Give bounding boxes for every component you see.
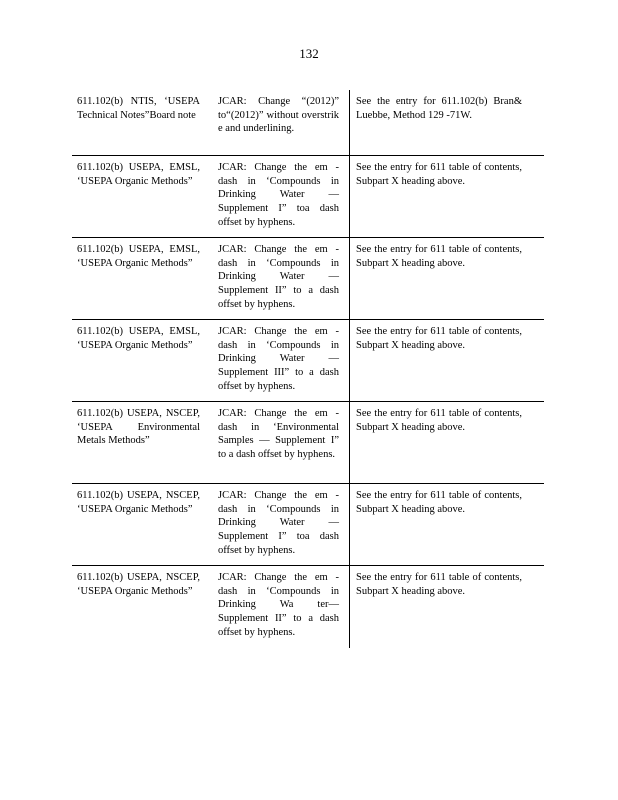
note-cell: See the entry for 611 table of contents, Subpart X heading above. bbox=[356, 244, 522, 269]
note-cell: See the entry for 611 table of contents, Subpart X heading above. bbox=[356, 162, 522, 187]
amendments-table bbox=[72, 90, 544, 648]
section-cell: 611.102(b) NTIS, ‘USEPA Technical Notes”Board note bbox=[77, 96, 200, 121]
section-cell: 611.102(b) USEPA, NSCEP, ‘USEPA Environmental Metals Methods” bbox=[77, 408, 200, 447]
section-cell: 611.102(b) USEPA, EMSL, ‘USEPA Organic Methods” bbox=[77, 326, 200, 351]
action-cell: JCAR: Change the em - dash in ‘Environmental Samples — Supplement I” to a dash offset by hyphens. bbox=[206, 402, 350, 483]
note-cell: See the entry for 611.102(b) Bran& Luebbe, Method 129 -71W. bbox=[356, 96, 522, 121]
action-cell: JCAR: Change “(2012)” to“(2012)” without overstrik e and underlining. bbox=[206, 90, 350, 155]
action-cell: JCAR: Change the em - dash in ‘Compounds in Drinking Wa ter— Supplement II” to a dash offset by hyphens. bbox=[206, 566, 350, 648]
page-number: 132 bbox=[299, 46, 319, 61]
action-cell: JCAR: Change the em - dash in ‘Compounds in Drinking Water — Supplement III” to a dash offset by hyphens. bbox=[206, 320, 350, 401]
table-row bbox=[72, 238, 544, 320]
note-cell: See the entry for 611 table of contents, Subpart X heading above. bbox=[356, 490, 522, 515]
table-row bbox=[72, 90, 544, 156]
table-row bbox=[72, 402, 544, 484]
table-row bbox=[72, 320, 544, 402]
section-cell: 611.102(b) USEPA, EMSL, ‘USEPA Organic Methods” bbox=[77, 162, 200, 187]
table-row bbox=[72, 484, 544, 566]
note-cell: See the entry for 611 table of contents, Subpart X heading above. bbox=[356, 408, 522, 433]
table-row bbox=[72, 156, 544, 238]
action-cell: JCAR: Change the em - dash in ‘Compounds in Drinking Water — Supplement II” to a dash offset by hyphens. bbox=[206, 238, 350, 319]
table-row bbox=[72, 566, 544, 648]
section-cell: 611.102(b) USEPA, EMSL, ‘USEPA Organic Methods” bbox=[77, 244, 200, 269]
action-cell: JCAR: Change the em - dash in ‘Compounds in Drinking Water — Supplement I” toa dash offset by hyphens. bbox=[206, 484, 350, 565]
note-cell: See the entry for 611 table of contents, Subpart X heading above. bbox=[356, 572, 522, 597]
note-cell: See the entry for 611 table of contents, Subpart X heading above. bbox=[356, 326, 522, 351]
section-cell: 611.102(b) USEPA, NSCEP, ‘USEPA Organic Methods” bbox=[77, 572, 200, 597]
action-cell: JCAR: Change the em - dash in ‘Compounds in Drinking Water — Supplement I” toa dash offset by hyphens. bbox=[206, 156, 350, 237]
section-cell: 611.102(b) USEPA, NSCEP, ‘USEPA Organic Methods” bbox=[77, 490, 200, 515]
